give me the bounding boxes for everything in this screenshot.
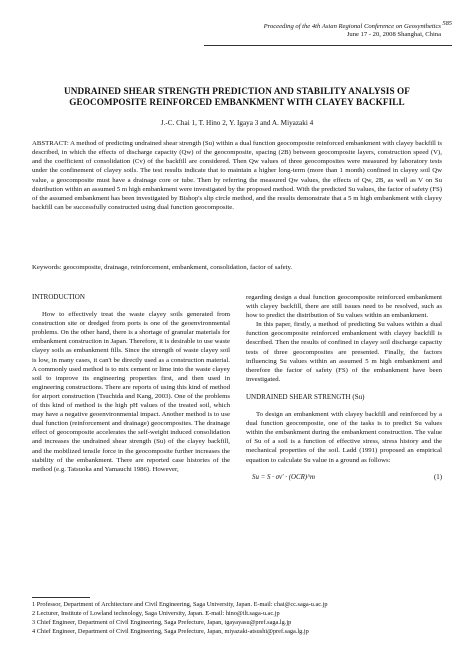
header-rule xyxy=(204,45,452,46)
equation-1 xyxy=(246,473,442,485)
footnotes xyxy=(32,601,452,637)
equation-number: (1) xyxy=(433,473,442,481)
author-list: J.-C. Chai 1, T. Hino 2, Y. Igaya 3 and A. Miyazaki 4 xyxy=(160,119,314,127)
footnote-4: 4 Chief Engineer, Department of Civil Engineering, Saga Prefecture, Japan, miyazaki-atsushi@pref.saga.lg.jp xyxy=(32,627,309,635)
intro-paragraph-1: How to effectively treat the waste clayey soils generated from construction site or dredged from ports is one of the geoenvironmental problems. On the other hand, there is a shortage of granular materials for embankment construction in Japan. Therefore, it is desirable to use waste clayey soils as embankment fills. Since the strength of waste clayey soil is low, in many cases, it can't be directly used as a construction material. A commonly used method is to mix cement or lime into the waste clayey soil to improve its engineering properties first, and then used in engineering constructions. There are reports of using this kind of method for airport construction (Tsuchida and Kang, 2003). One of the problems of this kind of method is the high pH values of the treated soil, which may have a negative geoenvironmental impact. Another method is to use dual function (reinforcement and drainage) geocomposites. The drainage effect of geocomposite accelerates the self-weight induced consolidation and increases the undrained shear strength (Su) of the clayey backfill, and the mobilized tensile force in the geocomposite further increases the stability of the embankment. There are reported case histories of the method (e.g. Tatsuoka and Yamauchi 1986). However, xyxy=(32,311,230,473)
abstract: ABSTRACT: A method of predicting undrained shear strength (Su) within a dual function geocomposite reinforced embankment with clayey backfill is described, in which the effects of discharge capacity (Qw) of the geocomposite, spacing (2B) between geocomposite layers, construction speed (V), and the coefficient of consolidation (Cv) of the backfill are considered. Then Qw values of three geocomposites were measured by laboratory tests under the confinement of clayey soils. The test results indicate that to maintain a higher long-term (more than 1 month) confined in clayey soil Qw value, a geocomposite must have a drainage core or tube. Then by referring the measured Qw values, the effects of Qw, 2B, as well as V on Su distribution within an assumed 5 m high embankment were investigated by the proposed method. With the predicted Su values, the factor of safety (FS) of the assumed embankment has been investigated by Bishop's slip circle method, and the results demonstrate that a 5 m high embankment with clayey backfill can be successfully constructed using dual function geocomposite. xyxy=(32,140,443,212)
section-heading-introduction: INTRODUCTION xyxy=(32,293,85,301)
left-column xyxy=(32,293,230,474)
conference-dates: June 17 - 20, 2008 Shanghai, China xyxy=(346,31,441,39)
footnote-1: 1 Professor, Department of Architecture and Civil Engineering, Saga University, Japan. E-mail: chai@cc.saga-u.ac.jp xyxy=(32,601,328,608)
title-line-1: UNDRAINED SHEAR STRENGTH PREDICTION AND STABILITY ANALYSIS OF xyxy=(63,86,411,96)
keywords: Keywords: geocomposite, drainage, reinforcement, embankment, consolidation, factor of safety. xyxy=(32,264,293,271)
conference-header xyxy=(264,23,441,39)
paper-title xyxy=(30,86,444,108)
equation-expression: Su = S · σv' · (OCR)^m xyxy=(252,473,315,481)
page-number: 585 xyxy=(442,20,452,27)
title-line-2: GEOCOMPOSITE REINFORCED EMBANKMENT WITH CLAYEY BACKFILL xyxy=(69,97,405,107)
right-column xyxy=(246,293,442,485)
footnote-2: 2 Lecturer, Institute of Lowland technology, Saga University, Japan. E-mail: hino@ilt.saga-u.ac.jp xyxy=(32,609,280,617)
intro-paragraph-2: regarding design a dual function geocomposite reinforced embankment with clayey backfill, there are still issues need to be resolved, such as how to predict the distribution of Su values within an embankment. xyxy=(246,294,442,320)
section2-paragraph-1: To design an embankment with clayey backfill and reinforced by a dual function geocomposite, one of the tasks is to predict Su values within the embankment during the embankment construction. The value of Su of a soil is a function of effective stress, stress history and the mechanical properties of the soil. Ladd (1991) proposed an empirical equation to calculate Su value in a ground as follows: xyxy=(246,411,442,464)
section-spacer xyxy=(246,384,442,393)
intro-paragraph-3: In this paper, firstly, a method of predicting Su values within a dual function geocomposite reinforced embankment with clayey backfill is described. Then the results of confined in clayey soil discharge capacity tests of three geocomposites are presented. Finally, the factors influencing Su values within an assumed 5 m high embankment and therefore the factor of safety (FS) of the embankment have been investigated. xyxy=(246,321,442,383)
section-heading-undrained-shear-strength: UNDRAINED SHEAR STRENGTH (Su) xyxy=(246,392,365,401)
conference-proceeding: Proceeding of the 4th Asian Regional Conference on Geosynthetics xyxy=(263,23,441,30)
footnote-rule xyxy=(32,597,90,598)
footnote-3: 3 Chief Engineer, Department of Civil Engineering, Saga Prefecture, Japan, igayayasu@pref.saga.lg.jp xyxy=(32,618,292,626)
